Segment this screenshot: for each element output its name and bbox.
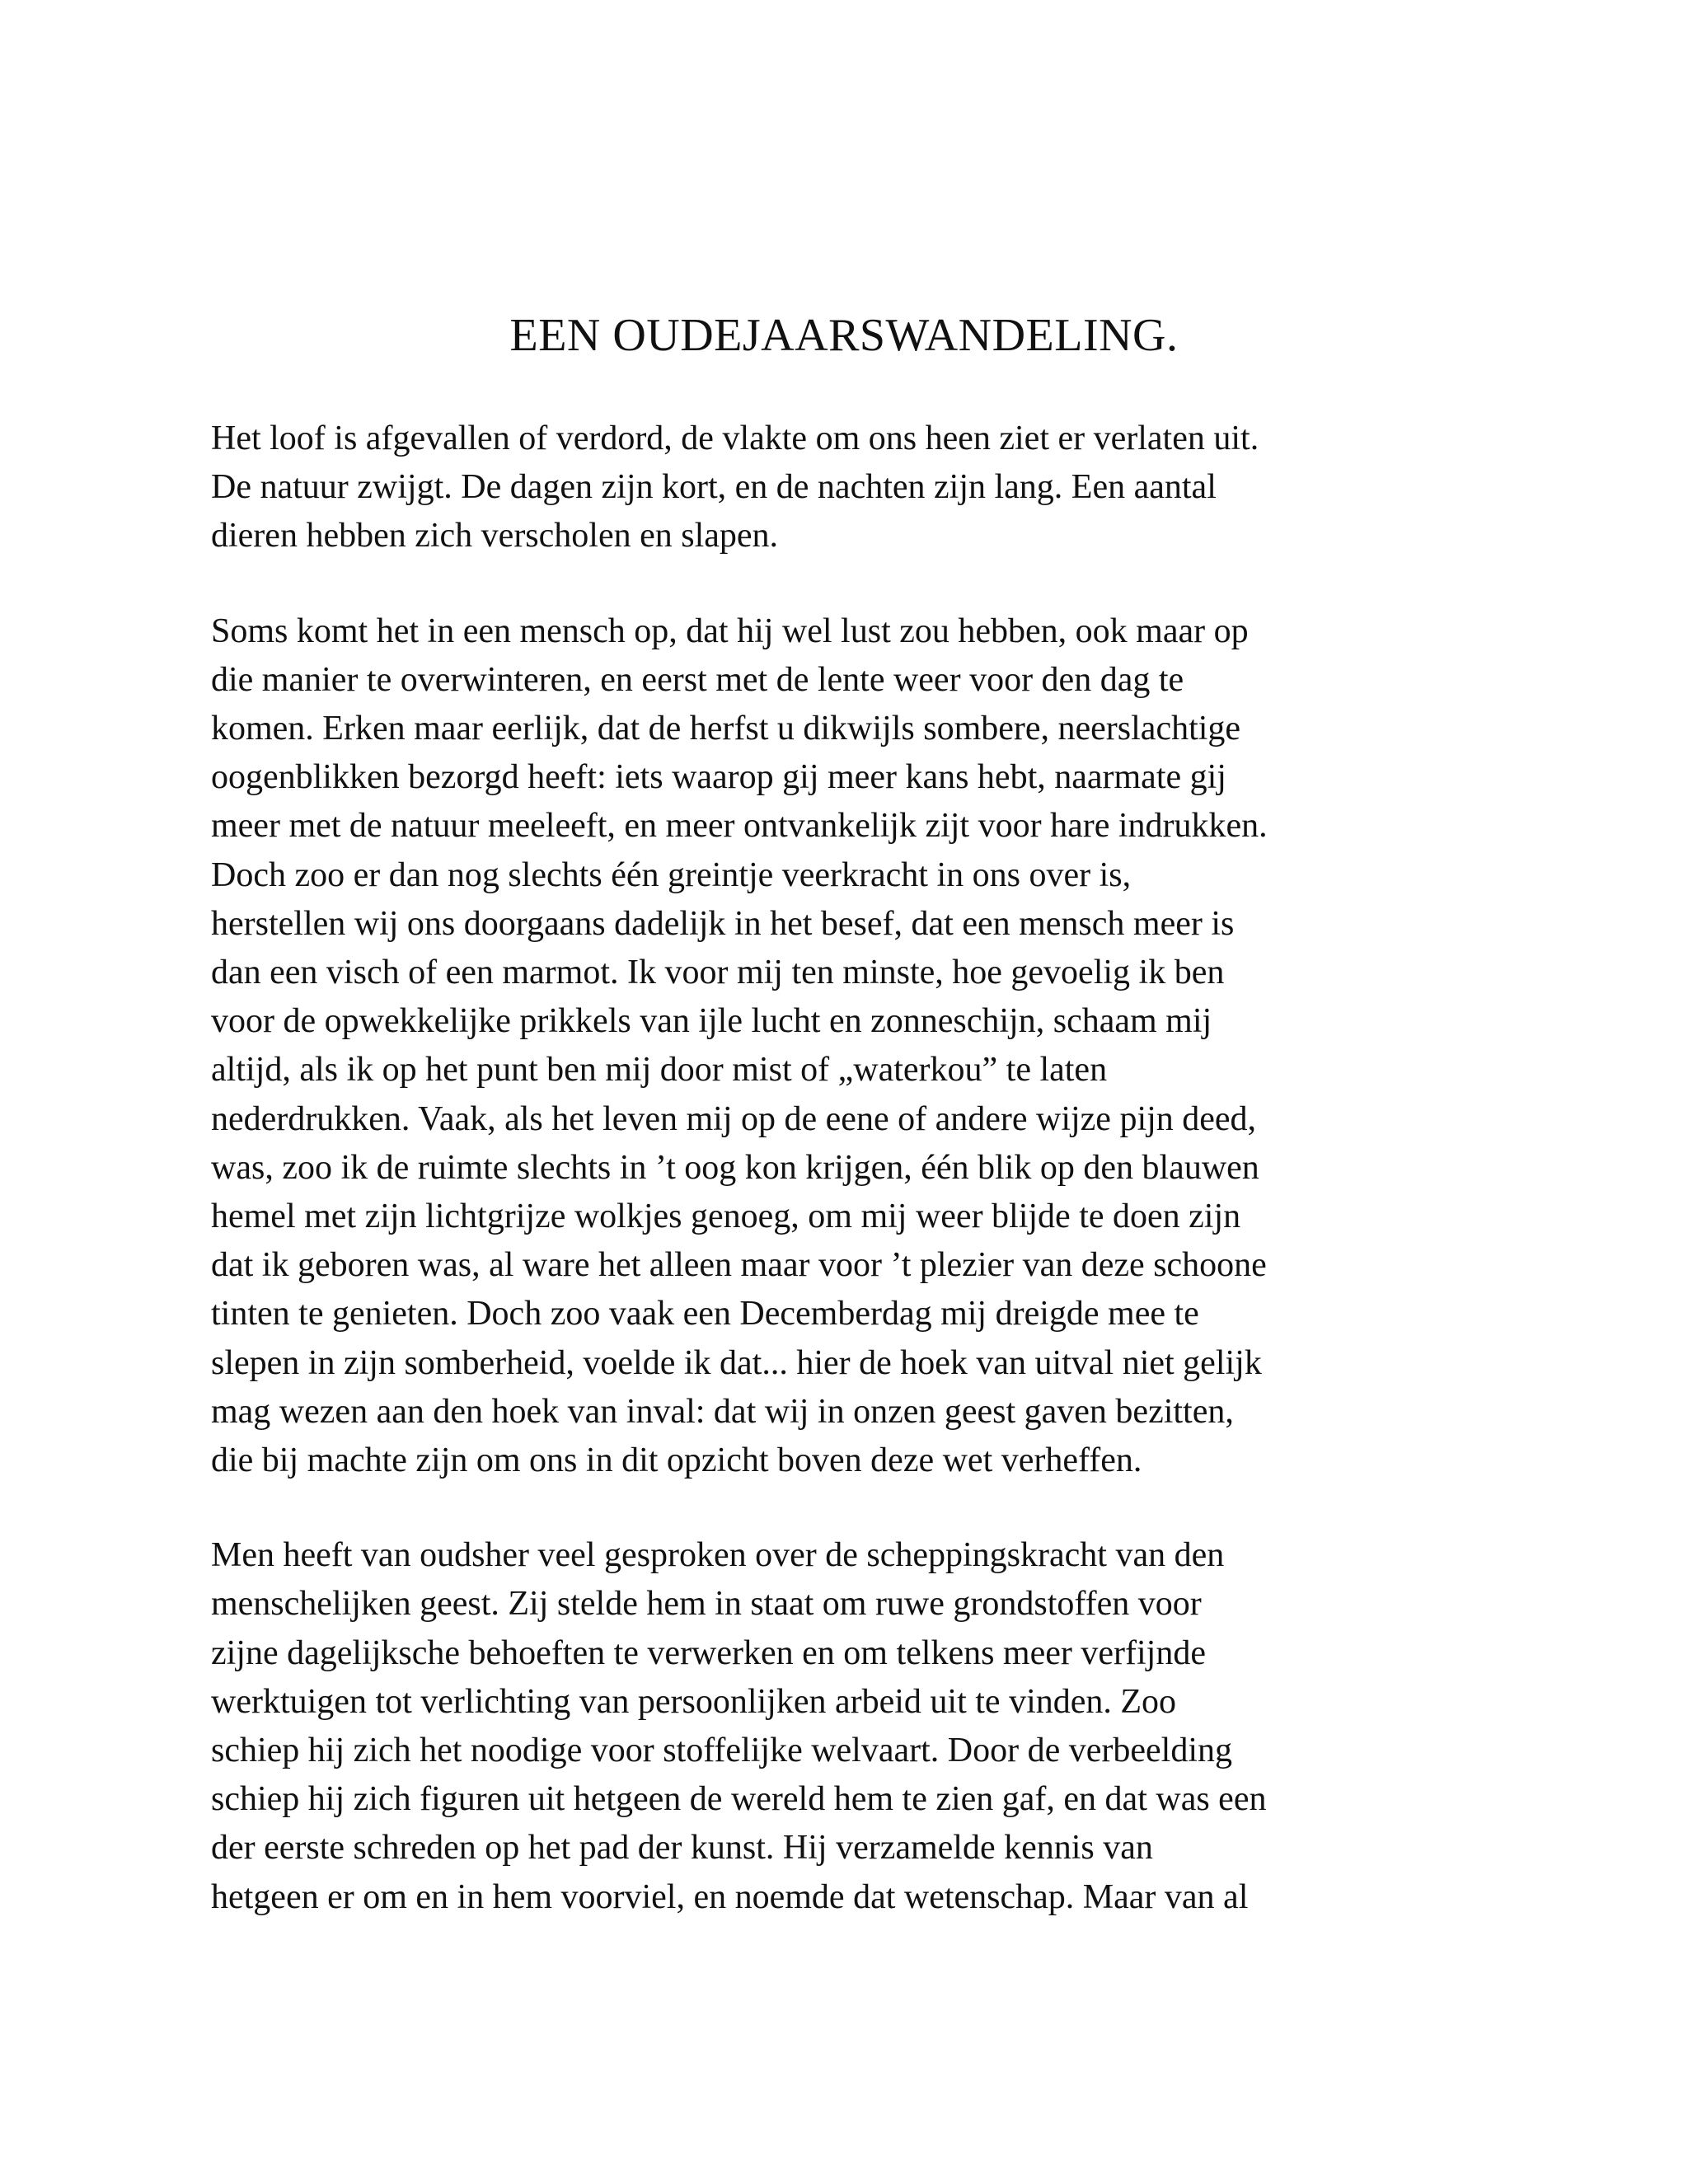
text-line: was, zoo ik de ruimte slechts in ’t oog kon krijgen, één blik op den blauwen xyxy=(211,1148,1259,1187)
paragraph-3 xyxy=(211,1531,1497,1922)
text-line: die bij machte zijn om ons in dit opzicht boven deze wet verheffen. xyxy=(211,1441,1142,1480)
text-line: Men heeft van oudsher veel gesproken over de scheppingskracht van den xyxy=(211,1536,1225,1575)
text-line: Soms komt het in een mensch op, dat hij wel lust zou hebben, ook maar op xyxy=(211,612,1249,650)
text-line: herstellen wij ons doorgaans dadelijk in het besef, dat een mensch meer is xyxy=(211,904,1235,943)
text-line: schiep hij zich het noodige voor stoffelijke welvaart. Door de verbeelding xyxy=(211,1732,1232,1770)
text-line: Doch zoo er dan nog slechts één greintje veerkracht in ons over is, xyxy=(211,855,1132,894)
text-line: De natuur zwijgt. De dagen zijn kort, en de nachten zijn lang. Een aantal xyxy=(211,468,1217,507)
text-line: der eerste schreden op het pad der kunst. Hij verzamelde kennis van xyxy=(211,1829,1153,1868)
text-line: menschelijken geest. Zij stelde hem in staat om ruwe grondstoffen voor xyxy=(211,1585,1202,1624)
text-line: hemel met zijn lichtgrijze wolkjes genoeg, om mij weer blijde te doen zijn xyxy=(211,1197,1241,1236)
document-title: EEN OUDEJAARSWANDELING. xyxy=(509,310,1179,361)
text-line: werktuigen tot verlichting van persoonlijken arbeid uit te vinden. Zoo xyxy=(211,1682,1177,1721)
text-line: meer met de natuur meeleeft, en meer ontvankelijk zijt voor hare indrukken. xyxy=(211,807,1268,846)
text-line: oogenblikken bezorgd heeft: iets waarop gij meer kans hebt, naarmate gij xyxy=(211,758,1226,797)
text-line: tinten te genieten. Doch zoo vaak een Decemberdag mij dreigde mee te xyxy=(211,1295,1199,1333)
text-line: voor de opwekkelijke prikkels van ijle lucht en zonneschijn, schaam mij xyxy=(211,1002,1212,1041)
text-line: mag wezen aan den hoek van inval: dat wij in onzen geest gaven bezitten, xyxy=(211,1392,1234,1431)
paragraph-2 xyxy=(211,607,1497,1486)
text-line: Het loof is afgevallen of verdord, de vlakte om ons heen ziet er verlaten uit. xyxy=(211,419,1259,457)
text-line: hetgeen er om en in hem voorviel, en noemde dat wetenschap. Maar van al xyxy=(211,1877,1249,1916)
text-line: dat ik geboren was, al ware het alleen maar voor ’t plezier van deze schoone xyxy=(211,1246,1267,1285)
text-line: komen. Erken maar eerlijk, dat de herfst u dikwijls sombere, neerslachtige xyxy=(211,710,1241,748)
text-line: slepen in zijn somberheid, voelde ik dat... hier de hoek van uitval niet gelijk xyxy=(211,1343,1262,1382)
text-line: zijne dagelijksche behoeften te verwerken en om telkens meer verfijnde xyxy=(211,1633,1206,1672)
text-line: nederdrukken. Vaak, als het leven mij op de eene of andere wijze pijn deed, xyxy=(211,1099,1257,1138)
text-line: dieren hebben zich verscholen en slapen. xyxy=(211,517,779,555)
text-line: dan een visch of een marmot. Ik voor mij ten minste, hoe gevoelig ik ben xyxy=(211,954,1225,992)
text-line: die manier te overwinteren, en eerst met de lente weer voor den dag te xyxy=(211,660,1184,699)
text-line: altijd, als ik op het punt ben mij door mist of „waterkou” te laten xyxy=(211,1051,1108,1090)
text-line: schiep hij zich figuren uit hetgeen de wereld hem te zien gaf, en dat was een xyxy=(211,1780,1267,1819)
document-body xyxy=(211,415,1497,1968)
paragraph-1 xyxy=(211,415,1497,561)
